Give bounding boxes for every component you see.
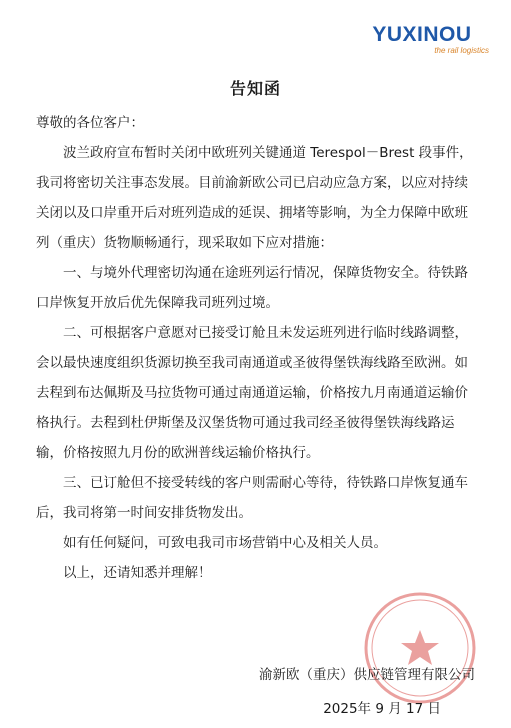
salutation: 尊敬的各位客户： [36,115,144,131]
paragraph-measure-3: 三、已订舱但不接受转线的客户则需耐心等待，待铁路口岸恢复通车后，我司将第一时间安排货物发出。 [36,475,468,521]
paragraph-measure-2: 二、可根据客户意愿对已接受订舱且未发运班列进行临时线路调整，会以最快速度组织货源切换至我司南通道或圣彼得堡铁海线路至欧洲。如去程到布达佩斯及马拉货物可通过南通道运输，价格按九月南通道运输价格执行。去程到杜伊斯堡及汉堡货物可通过我司经圣彼得堡铁海线路运输，价格按照九月份的欧洲普线运输价格执行。 [36,325,468,461]
signature-date: 2025年 9 月 17 日 [323,701,441,717]
paragraph-closing: 以上，还请知悉并理解！ [63,565,212,581]
company-logo [372,24,489,56]
logo-tagline: the rail logistics [434,46,489,55]
paragraph-contact: 如有任何疑问，可致电我司市场营销中心及相关人员。 [63,535,387,551]
paragraph-intro: 波兰政府宣布暂时关闭中欧班列关键通道 Terespol－Brest 段事件，我司将密切关注事态发展。目前渝新欧公司已启动应急方案，以应对持续关闭以及口岸重开后对班列造成的延误、拥堵等影响，为全力保障中欧班列（重庆）货物顺畅通行，现采取如下应对措施： [36,145,473,251]
company-seal-stamp [360,588,480,708]
document-title: 告知函 [229,79,281,98]
paragraph-measure-1: 一、与境外代理密切沟通在途班列运行情况，保障货物安全。待铁路口岸恢复开放后优先保障我司班列过境。 [36,265,468,311]
signature-company: 渝新欧（重庆）供应链管理有限公司 [259,667,475,683]
letter-body [36,108,481,588]
logo-name: YUXINOU [372,23,472,46]
